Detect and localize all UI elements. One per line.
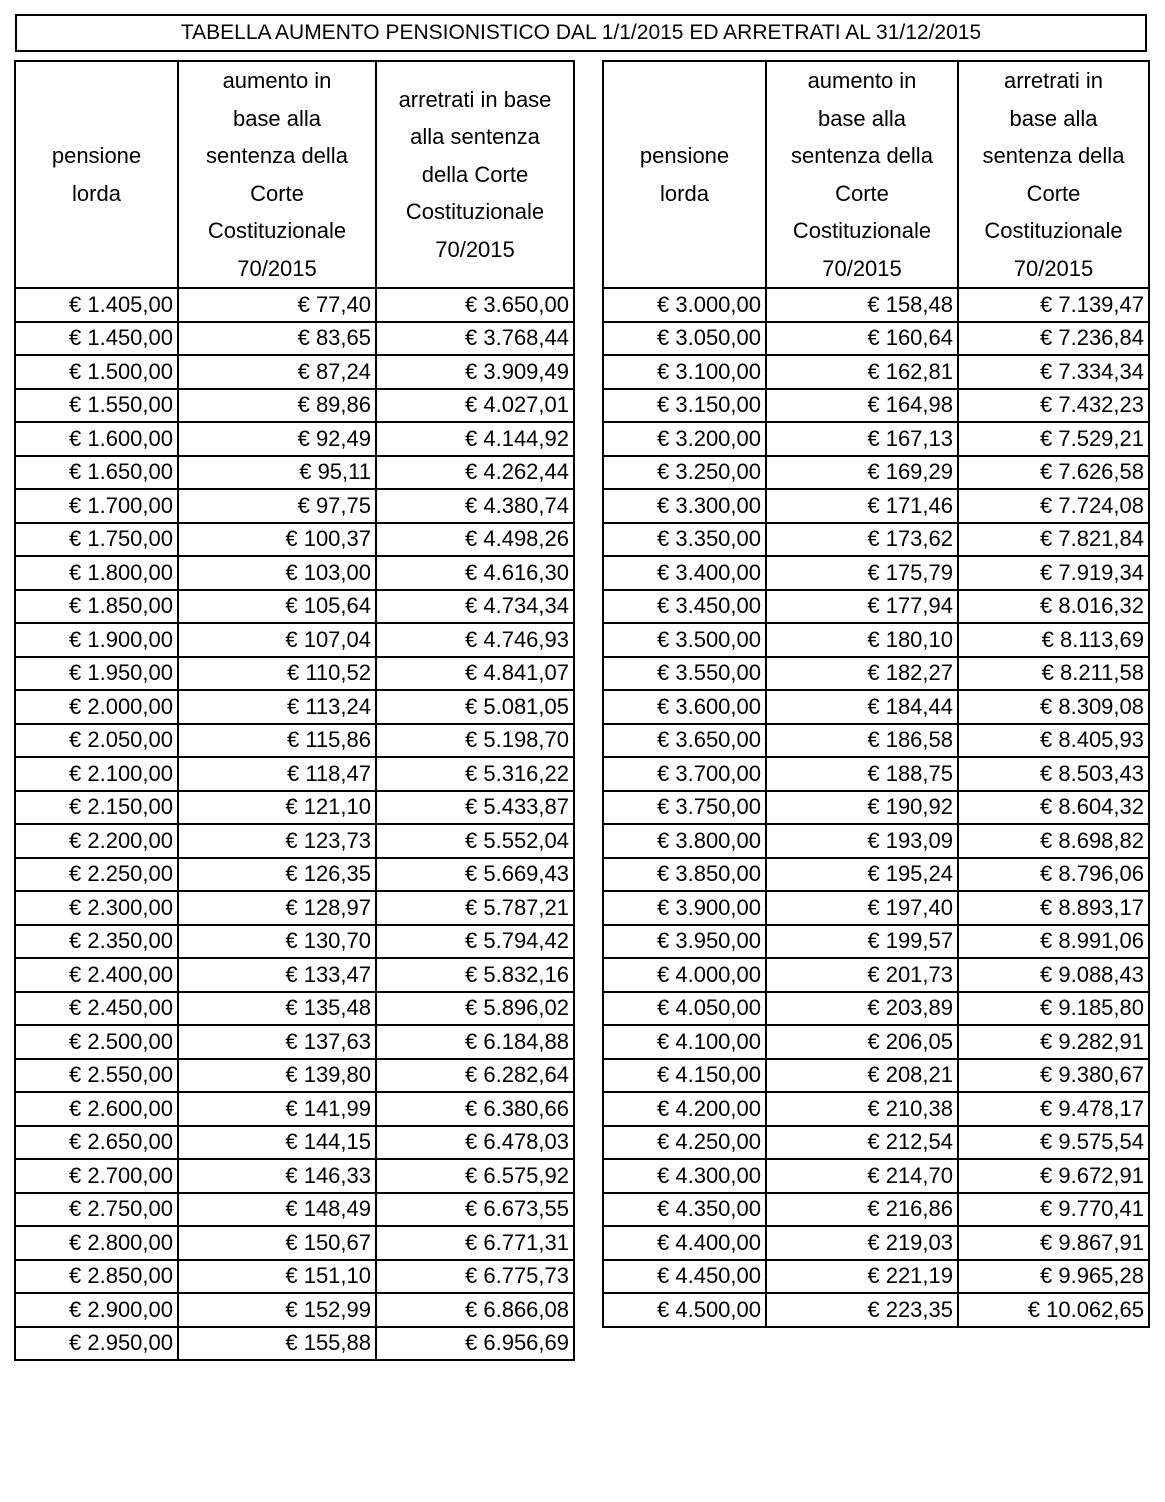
cell-arretrati: € 5.433,87 xyxy=(376,791,574,825)
cell-pensione-lorda: € 3.200,00 xyxy=(603,422,766,456)
cell-aumento: € 77,40 xyxy=(178,288,376,322)
cell-arretrati: € 5.552,04 xyxy=(376,824,574,858)
table-row xyxy=(15,1025,574,1059)
table-row xyxy=(15,690,574,724)
cell-arretrati: € 4.262,44 xyxy=(376,456,574,490)
cell-pensione-lorda: € 4.150,00 xyxy=(603,1059,766,1093)
cell-aumento: € 97,75 xyxy=(178,489,376,523)
cell-arretrati: € 9.770,41 xyxy=(958,1193,1149,1227)
cell-arretrati: € 5.832,16 xyxy=(376,958,574,992)
cell-pensione-lorda: € 3.100,00 xyxy=(603,355,766,389)
table-row xyxy=(603,1293,1149,1327)
cell-arretrati: € 5.896,02 xyxy=(376,992,574,1026)
table-row xyxy=(603,657,1149,691)
cell-arretrati: € 6.575,92 xyxy=(376,1159,574,1193)
cell-pensione-lorda: € 4.200,00 xyxy=(603,1092,766,1126)
cell-aumento: € 103,00 xyxy=(178,556,376,590)
cell-arretrati: € 6.673,55 xyxy=(376,1193,574,1227)
table-row xyxy=(15,590,574,624)
cell-aumento: € 162,81 xyxy=(766,355,958,389)
cell-aumento: € 219,03 xyxy=(766,1226,958,1260)
cell-arretrati: € 6.478,03 xyxy=(376,1126,574,1160)
cell-arretrati: € 8.211,58 xyxy=(958,657,1149,691)
cell-aumento: € 171,46 xyxy=(766,489,958,523)
cell-aumento: € 130,70 xyxy=(178,925,376,959)
cell-pensione-lorda: € 1.450,00 xyxy=(15,322,178,356)
cell-pensione-lorda: € 1.950,00 xyxy=(15,657,178,691)
cell-arretrati: € 9.672,91 xyxy=(958,1159,1149,1193)
cell-aumento: € 113,24 xyxy=(178,690,376,724)
table-row xyxy=(603,1260,1149,1294)
table-row xyxy=(15,556,574,590)
table-row xyxy=(603,288,1149,322)
cell-pensione-lorda: € 1.850,00 xyxy=(15,590,178,624)
cell-aumento: € 186,58 xyxy=(766,724,958,758)
cell-aumento: € 203,89 xyxy=(766,992,958,1026)
cell-aumento: € 144,15 xyxy=(178,1126,376,1160)
cell-arretrati: € 7.529,21 xyxy=(958,422,1149,456)
cell-arretrati: € 5.198,70 xyxy=(376,724,574,758)
cell-arretrati: € 7.334,34 xyxy=(958,355,1149,389)
table-row xyxy=(603,958,1149,992)
table-row xyxy=(603,757,1149,791)
table-row xyxy=(603,1092,1149,1126)
cell-aumento: € 100,37 xyxy=(178,523,376,557)
cell-aumento: € 195,24 xyxy=(766,858,958,892)
table-row xyxy=(603,456,1149,490)
cell-arretrati: € 7.626,58 xyxy=(958,456,1149,490)
cell-pensione-lorda: € 3.850,00 xyxy=(603,858,766,892)
cell-arretrati: € 3.909,49 xyxy=(376,355,574,389)
cell-pensione-lorda: € 2.350,00 xyxy=(15,925,178,959)
table-row xyxy=(15,1126,574,1160)
cell-aumento: € 210,38 xyxy=(766,1092,958,1126)
cell-pensione-lorda: € 3.900,00 xyxy=(603,891,766,925)
table-row xyxy=(15,1226,574,1260)
table-row xyxy=(603,355,1149,389)
cell-arretrati: € 7.821,84 xyxy=(958,523,1149,557)
table-row xyxy=(15,1327,574,1361)
cell-arretrati: € 6.866,08 xyxy=(376,1293,574,1327)
cell-aumento: € 89,86 xyxy=(178,389,376,423)
table-row xyxy=(603,925,1149,959)
cell-aumento: € 92,49 xyxy=(178,422,376,456)
cell-arretrati: € 6.184,88 xyxy=(376,1025,574,1059)
cell-arretrati: € 4.144,92 xyxy=(376,422,574,456)
cell-pensione-lorda: € 1.700,00 xyxy=(15,489,178,523)
cell-aumento: € 160,64 xyxy=(766,322,958,356)
cell-pensione-lorda: € 1.800,00 xyxy=(15,556,178,590)
cell-arretrati: € 4.746,93 xyxy=(376,623,574,657)
cell-aumento: € 141,99 xyxy=(178,1092,376,1126)
cell-pensione-lorda: € 4.300,00 xyxy=(603,1159,766,1193)
cell-aumento: € 175,79 xyxy=(766,556,958,590)
cell-pensione-lorda: € 4.100,00 xyxy=(603,1025,766,1059)
cell-pensione-lorda: € 1.650,00 xyxy=(15,456,178,490)
cell-aumento: € 177,94 xyxy=(766,590,958,624)
table-row xyxy=(603,389,1149,423)
cell-aumento: € 184,44 xyxy=(766,690,958,724)
cell-pensione-lorda: € 4.000,00 xyxy=(603,958,766,992)
table-row xyxy=(15,958,574,992)
table-row xyxy=(15,1193,574,1227)
cell-pensione-lorda: € 2.450,00 xyxy=(15,992,178,1026)
cell-pensione-lorda: € 1.750,00 xyxy=(15,523,178,557)
table-row xyxy=(15,523,574,557)
table-row xyxy=(603,489,1149,523)
table-row xyxy=(603,891,1149,925)
table-row xyxy=(603,1025,1149,1059)
cell-arretrati: € 3.650,00 xyxy=(376,288,574,322)
cell-aumento: € 199,57 xyxy=(766,925,958,959)
header-pensione-lorda: pensione lorda xyxy=(15,61,178,288)
header-pensione-lorda: pensione lorda xyxy=(603,61,766,288)
cell-aumento: € 150,67 xyxy=(178,1226,376,1260)
cell-aumento: € 169,29 xyxy=(766,456,958,490)
table-row xyxy=(603,523,1149,557)
cell-arretrati: € 7.919,34 xyxy=(958,556,1149,590)
cell-pensione-lorda: € 3.650,00 xyxy=(603,724,766,758)
cell-arretrati: € 9.282,91 xyxy=(958,1025,1149,1059)
cell-pensione-lorda: € 2.400,00 xyxy=(15,958,178,992)
cell-aumento: € 158,48 xyxy=(766,288,958,322)
cell-pensione-lorda: € 2.000,00 xyxy=(15,690,178,724)
table-row xyxy=(15,288,574,322)
cell-aumento: € 133,47 xyxy=(178,958,376,992)
table-row xyxy=(15,1092,574,1126)
cell-pensione-lorda: € 4.500,00 xyxy=(603,1293,766,1327)
cell-aumento: € 87,24 xyxy=(178,355,376,389)
table-row xyxy=(15,456,574,490)
table-row xyxy=(15,992,574,1026)
table-row xyxy=(603,992,1149,1026)
cell-aumento: € 151,10 xyxy=(178,1260,376,1294)
cell-aumento: € 121,10 xyxy=(178,791,376,825)
cell-aumento: € 105,64 xyxy=(178,590,376,624)
table-row xyxy=(603,1159,1149,1193)
cell-arretrati: € 7.432,23 xyxy=(958,389,1149,423)
cell-arretrati: € 3.768,44 xyxy=(376,322,574,356)
table-row xyxy=(603,556,1149,590)
cell-pensione-lorda: € 3.000,00 xyxy=(603,288,766,322)
cell-arretrati: € 8.503,43 xyxy=(958,757,1149,791)
cell-arretrati: € 7.236,84 xyxy=(958,322,1149,356)
cell-arretrati: € 8.796,06 xyxy=(958,858,1149,892)
cell-pensione-lorda: € 2.650,00 xyxy=(15,1126,178,1160)
table-row xyxy=(15,925,574,959)
cell-arretrati: € 4.027,01 xyxy=(376,389,574,423)
table-row xyxy=(603,322,1149,356)
table-row xyxy=(15,724,574,758)
table-row xyxy=(603,724,1149,758)
cell-pensione-lorda: € 2.800,00 xyxy=(15,1226,178,1260)
cell-arretrati: € 8.113,69 xyxy=(958,623,1149,657)
cell-arretrati: € 4.498,26 xyxy=(376,523,574,557)
cell-aumento: € 164,98 xyxy=(766,389,958,423)
cell-pensione-lorda: € 2.700,00 xyxy=(15,1159,178,1193)
cell-arretrati: € 6.380,66 xyxy=(376,1092,574,1126)
cell-aumento: € 83,65 xyxy=(178,322,376,356)
cell-aumento: € 95,11 xyxy=(178,456,376,490)
table-row xyxy=(15,657,574,691)
cell-pensione-lorda: € 4.050,00 xyxy=(603,992,766,1026)
cell-aumento: € 188,75 xyxy=(766,757,958,791)
cell-aumento: € 216,86 xyxy=(766,1193,958,1227)
cell-arretrati: € 9.478,17 xyxy=(958,1092,1149,1126)
pension-table-left xyxy=(14,60,575,1361)
cell-aumento: € 190,92 xyxy=(766,791,958,825)
table-row xyxy=(603,791,1149,825)
cell-arretrati: € 8.893,17 xyxy=(958,891,1149,925)
cell-aumento: € 115,86 xyxy=(178,724,376,758)
cell-aumento: € 123,73 xyxy=(178,824,376,858)
cell-aumento: € 167,13 xyxy=(766,422,958,456)
cell-pensione-lorda: € 3.500,00 xyxy=(603,623,766,657)
table-row xyxy=(15,1260,574,1294)
cell-arretrati: € 8.309,08 xyxy=(958,690,1149,724)
cell-aumento: € 128,97 xyxy=(178,891,376,925)
cell-pensione-lorda: € 3.950,00 xyxy=(603,925,766,959)
table-row xyxy=(15,1059,574,1093)
table-row xyxy=(15,1159,574,1193)
cell-arretrati: € 7.139,47 xyxy=(958,288,1149,322)
cell-arretrati: € 9.088,43 xyxy=(958,958,1149,992)
table-row xyxy=(15,791,574,825)
table-row xyxy=(15,1293,574,1327)
cell-pensione-lorda: € 3.400,00 xyxy=(603,556,766,590)
cell-pensione-lorda: € 1.600,00 xyxy=(15,422,178,456)
cell-pensione-lorda: € 4.350,00 xyxy=(603,1193,766,1227)
cell-aumento: € 155,88 xyxy=(178,1327,376,1361)
cell-aumento: € 223,35 xyxy=(766,1293,958,1327)
cell-pensione-lorda: € 3.150,00 xyxy=(603,389,766,423)
cell-pensione-lorda: € 2.500,00 xyxy=(15,1025,178,1059)
table-row xyxy=(15,891,574,925)
cell-pensione-lorda: € 2.600,00 xyxy=(15,1092,178,1126)
cell-arretrati: € 8.991,06 xyxy=(958,925,1149,959)
cell-pensione-lorda: € 1.900,00 xyxy=(15,623,178,657)
table-row xyxy=(15,623,574,657)
cell-arretrati: € 8.604,32 xyxy=(958,791,1149,825)
cell-pensione-lorda: € 4.250,00 xyxy=(603,1126,766,1160)
cell-aumento: € 182,27 xyxy=(766,657,958,691)
table-row xyxy=(15,757,574,791)
cell-arretrati: € 8.698,82 xyxy=(958,824,1149,858)
cell-pensione-lorda: € 1.550,00 xyxy=(15,389,178,423)
header-row xyxy=(15,61,574,288)
cell-arretrati: € 8.016,32 xyxy=(958,590,1149,624)
header-row xyxy=(603,61,1149,288)
cell-arretrati: € 9.867,91 xyxy=(958,1226,1149,1260)
table-row xyxy=(603,858,1149,892)
cell-aumento: € 180,10 xyxy=(766,623,958,657)
cell-pensione-lorda: € 3.600,00 xyxy=(603,690,766,724)
table-row xyxy=(603,824,1149,858)
cell-arretrati: € 6.771,31 xyxy=(376,1226,574,1260)
header-aumento: aumento in base alla sentenza della Corte Costituzionale 70/2015 xyxy=(766,61,958,288)
cell-arretrati: € 7.724,08 xyxy=(958,489,1149,523)
table-row xyxy=(603,623,1149,657)
table-row xyxy=(15,824,574,858)
cell-pensione-lorda: € 1.500,00 xyxy=(15,355,178,389)
table-row xyxy=(15,355,574,389)
cell-aumento: € 137,63 xyxy=(178,1025,376,1059)
cell-aumento: € 173,62 xyxy=(766,523,958,557)
cell-aumento: € 197,40 xyxy=(766,891,958,925)
cell-arretrati: € 5.081,05 xyxy=(376,690,574,724)
table-row xyxy=(603,1059,1149,1093)
cell-arretrati: € 8.405,93 xyxy=(958,724,1149,758)
cell-aumento: € 146,33 xyxy=(178,1159,376,1193)
cell-pensione-lorda: € 2.300,00 xyxy=(15,891,178,925)
table-row xyxy=(603,422,1149,456)
cell-pensione-lorda: € 3.450,00 xyxy=(603,590,766,624)
cell-arretrati: € 9.575,54 xyxy=(958,1126,1149,1160)
cell-pensione-lorda: € 3.750,00 xyxy=(603,791,766,825)
cell-aumento: € 212,54 xyxy=(766,1126,958,1160)
cell-arretrati: € 5.794,42 xyxy=(376,925,574,959)
header-arretrati: arretrati in base alla sentenza della Corte Costituzionale 70/2015 xyxy=(376,61,574,288)
header-aumento: aumento in base alla sentenza della Corte Costituzionale 70/2015 xyxy=(178,61,376,288)
cell-aumento: € 221,19 xyxy=(766,1260,958,1294)
table-row xyxy=(603,1193,1149,1227)
cell-pensione-lorda: € 3.800,00 xyxy=(603,824,766,858)
table-row xyxy=(15,422,574,456)
cell-pensione-lorda: € 3.550,00 xyxy=(603,657,766,691)
table-row xyxy=(15,322,574,356)
cell-pensione-lorda: € 2.250,00 xyxy=(15,858,178,892)
cell-arretrati: € 4.616,30 xyxy=(376,556,574,590)
cell-pensione-lorda: € 2.050,00 xyxy=(15,724,178,758)
cell-arretrati: € 5.669,43 xyxy=(376,858,574,892)
cell-pensione-lorda: € 3.300,00 xyxy=(603,489,766,523)
pension-table-right xyxy=(602,60,1150,1328)
cell-aumento: € 135,48 xyxy=(178,992,376,1026)
cell-aumento: € 208,21 xyxy=(766,1059,958,1093)
cell-aumento: € 118,47 xyxy=(178,757,376,791)
cell-aumento: € 148,49 xyxy=(178,1193,376,1227)
table-row xyxy=(603,590,1149,624)
cell-arretrati: € 9.185,80 xyxy=(958,992,1149,1026)
cell-pensione-lorda: € 3.350,00 xyxy=(603,523,766,557)
cell-pensione-lorda: € 2.100,00 xyxy=(15,757,178,791)
cell-aumento: € 206,05 xyxy=(766,1025,958,1059)
cell-aumento: € 214,70 xyxy=(766,1159,958,1193)
cell-arretrati: € 10.062,65 xyxy=(958,1293,1149,1327)
cell-arretrati: € 4.841,07 xyxy=(376,657,574,691)
cell-pensione-lorda: € 2.900,00 xyxy=(15,1293,178,1327)
table-row xyxy=(15,489,574,523)
cell-pensione-lorda: € 2.150,00 xyxy=(15,791,178,825)
cell-pensione-lorda: € 3.250,00 xyxy=(603,456,766,490)
cell-aumento: € 107,04 xyxy=(178,623,376,657)
cell-arretrati: € 5.316,22 xyxy=(376,757,574,791)
cell-arretrati: € 4.734,34 xyxy=(376,590,574,624)
cell-aumento: € 126,35 xyxy=(178,858,376,892)
page-title: TABELLA AUMENTO PENSIONISTICO DAL 1/1/2015 ED ARRETRATI AL 31/12/2015 xyxy=(15,14,1147,52)
cell-arretrati: € 4.380,74 xyxy=(376,489,574,523)
table-row xyxy=(603,690,1149,724)
cell-pensione-lorda: € 2.750,00 xyxy=(15,1193,178,1227)
cell-pensione-lorda: € 1.405,00 xyxy=(15,288,178,322)
cell-pensione-lorda: € 4.450,00 xyxy=(603,1260,766,1294)
table-row xyxy=(15,389,574,423)
cell-pensione-lorda: € 2.950,00 xyxy=(15,1327,178,1361)
cell-pensione-lorda: € 2.850,00 xyxy=(15,1260,178,1294)
cell-arretrati: € 9.965,28 xyxy=(958,1260,1149,1294)
cell-pensione-lorda: € 3.050,00 xyxy=(603,322,766,356)
cell-arretrati: € 6.282,64 xyxy=(376,1059,574,1093)
header-arretrati: arretrati in base alla sentenza della Corte Costituzionale 70/2015 xyxy=(958,61,1149,288)
cell-arretrati: € 6.956,69 xyxy=(376,1327,574,1361)
cell-aumento: € 110,52 xyxy=(178,657,376,691)
cell-arretrati: € 6.775,73 xyxy=(376,1260,574,1294)
cell-arretrati: € 5.787,21 xyxy=(376,891,574,925)
cell-pensione-lorda: € 4.400,00 xyxy=(603,1226,766,1260)
cell-aumento: € 193,09 xyxy=(766,824,958,858)
cell-arretrati: € 9.380,67 xyxy=(958,1059,1149,1093)
cell-aumento: € 152,99 xyxy=(178,1293,376,1327)
cell-pensione-lorda: € 2.550,00 xyxy=(15,1059,178,1093)
table-row xyxy=(15,858,574,892)
cell-aumento: € 201,73 xyxy=(766,958,958,992)
cell-pensione-lorda: € 3.700,00 xyxy=(603,757,766,791)
cell-aumento: € 139,80 xyxy=(178,1059,376,1093)
table-row xyxy=(603,1126,1149,1160)
cell-pensione-lorda: € 2.200,00 xyxy=(15,824,178,858)
table-row xyxy=(603,1226,1149,1260)
